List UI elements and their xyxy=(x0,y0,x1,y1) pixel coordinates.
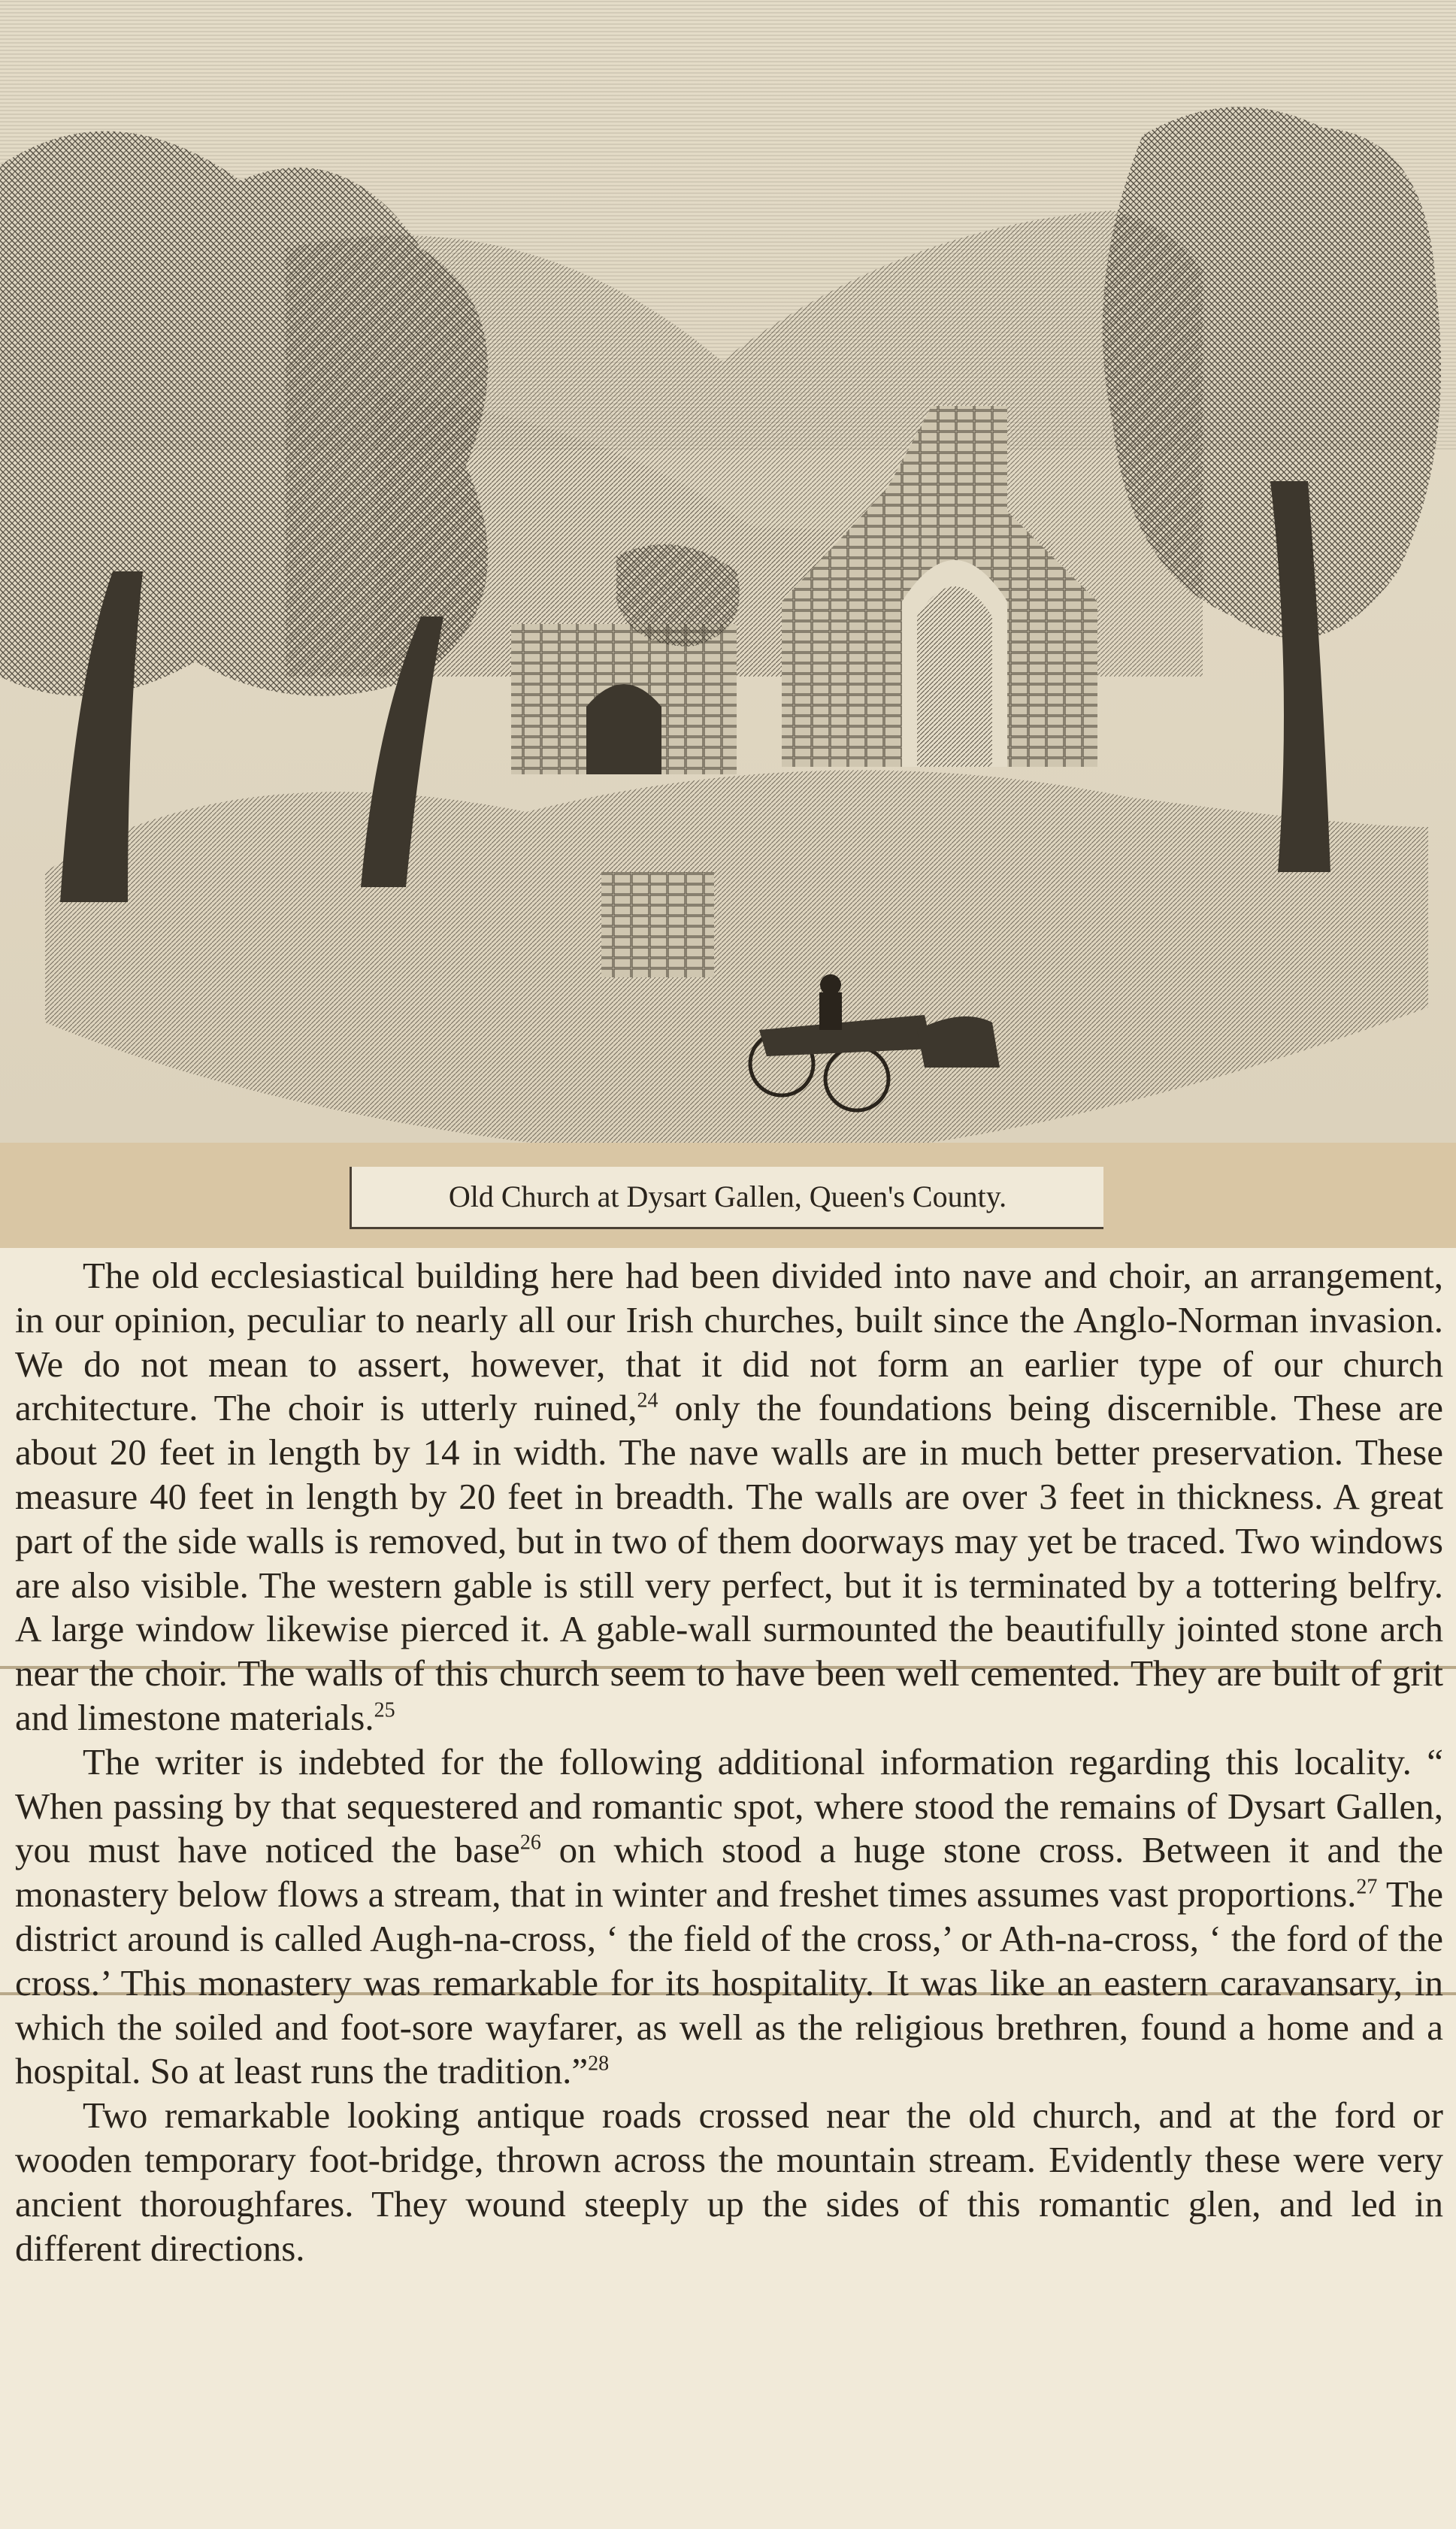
footnote-ref: 26 xyxy=(519,1831,541,1855)
figure-caption: Old Church at Dysart Gallen, Queen's County. xyxy=(350,1167,1103,1229)
body-text xyxy=(15,1254,1443,2270)
paragraph-text: only the foundations being discernible. These are about 20 feet in length by 14 in width. The nave walls are in much better preservation. These measure 40 feet in length by 20 feet in breadth. The walls are over 3 feet in thickness. A great part of the side walls is removed, but in two of them doorways may yet be traced. Two windows are also visible. The western gable is still very perfect, but it is terminated by a tottering belfry. A large window likewise pierced it. A gable-wall surmounted the beautifully jointed stone arch near the choir. The walls of this church seem to have been well cemented. They are built of grit and limestone materials. xyxy=(15,1387,1443,1738)
footnote-ref: 28 xyxy=(588,2052,610,2076)
church-engraving xyxy=(0,0,1456,1150)
paragraph-1 xyxy=(15,1254,1443,1740)
paragraph-text: The district around is called Augh-na-cross, ‘ the field of the cross,’ or Ath-na-cross, ‘ the ford of the cross.’ This monastery was remarkable for its hospitality. It was like an eastern caravansary, in which the soiled and foot-sore wayfarer, as well as the religious brethren, found a home and a hospital. So at least runs the tradition.” xyxy=(15,1873,1443,2092)
paragraph-text: Two remarkable looking antique roads crossed near the old church, and at the ford or wooden temporary foot-bridge, thrown across the mountain stream. Evidently these were very ancient thoroughfares. They wound steeply up the sides of this romantic glen, and led in different directions. xyxy=(15,2094,1443,2269)
paragraph-2 xyxy=(15,1740,1443,2094)
footnote-ref: 25 xyxy=(374,1698,395,1722)
paragraph-3 xyxy=(15,2094,1443,2270)
paragraph-text: The old ecclesiastical building here had been divided into nave and choir, an arrangement, in our opinion, peculiar to nearly all our Irish churches, built since the Anglo-Norman invasion. We do not mean to assert, however, that it did not form an earlier type of our church architecture. The choir is utterly ruined, xyxy=(15,1255,1443,1429)
paragraph-text: on which stood a huge stone cross. Between it and the monastery below flows a stream, that in winter and freshet times assumes vast proportions. xyxy=(15,1829,1443,1916)
paragraph-text: The writer is indebted for the following additional information regarding this locality. “ When passing by that sequestered and romantic spot, where stood the remains of Dysart Gallen, you must have noticed the base xyxy=(15,1740,1443,1871)
footnote-ref: 27 xyxy=(1356,1875,1378,1899)
footnote-ref: 24 xyxy=(637,1389,658,1413)
